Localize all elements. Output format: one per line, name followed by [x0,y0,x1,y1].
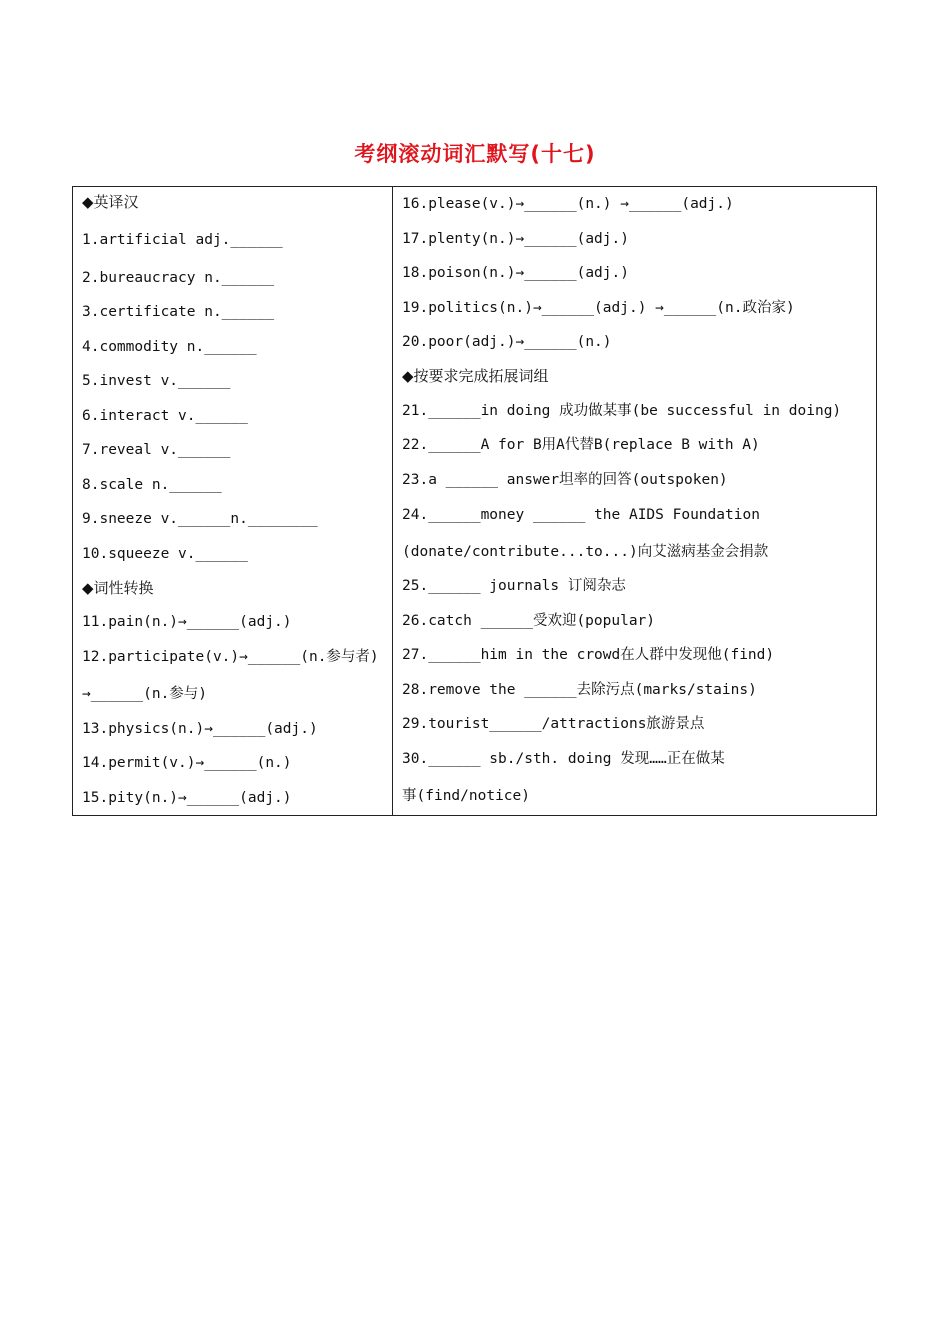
item-27: 27.______him in the crowd在人群中发现他(find) [402,647,775,663]
item-17: 17.plenty(n.)→______(adj.) [402,231,629,247]
item-3: 3.certificate n.______ [82,304,275,320]
item-8: 8.scale n.______ [82,477,222,493]
column-divider [392,187,393,815]
item-25: 25.______ journals 订阅杂志 [402,578,626,594]
item-24-continued: (donate/contribute...to...)向艾滋病基金会捐款 [402,544,769,560]
item-2: 2.bureaucracy n.______ [82,270,275,286]
item-9: 9.sneeze v.______n.________ [82,511,318,527]
item-28: 28.remove the ______去除污点(marks/stains) [402,682,757,698]
worksheet-title: 考纲滚动词汇默写(十七) [354,142,596,166]
item-29: 29.tourist______/attractions旅游景点 [402,716,705,732]
item-16: 16.please(v.)→______(n.) →______(adj.) [402,196,734,212]
item-5: 5.invest v.______ [82,373,231,389]
item-14: 14.permit(v.)→______(n.) [82,755,292,771]
item-7: 7.reveal v.______ [82,442,231,458]
item-1: 1.artificial adj.______ [82,232,283,248]
item-11: 11.pain(n.)→______(adj.) [82,614,292,630]
item-20: 20.poor(adj.)→______(n.) [402,334,612,350]
item-12: 12.participate(v.)→______(n.参与者) [82,649,379,665]
item-21: 21.______in doing 成功做某事(be successful in doing) [402,403,842,419]
item-19: 19.politics(n.)→______(adj.) →______(n.政治家) [402,300,795,316]
item-15: 15.pity(n.)→______(adj.) [82,790,292,806]
section-heading-en-to-cn: ◆英译汉 [82,193,139,211]
item-22: 22.______A for B用A代替B(replace B with A) [402,437,760,453]
item-30: 30.______ sb./sth. doing 发现……正在做某 [402,751,725,767]
item-23: 23.a ______ answer坦率的回答(outspoken) [402,472,728,488]
item-13: 13.physics(n.)→______(adj.) [82,721,318,737]
item-24: 24.______money ______ the AIDS Foundation [402,507,760,523]
item-6: 6.interact v.______ [82,408,248,424]
item-18: 18.poison(n.)→______(adj.) [402,265,629,281]
section-heading-phrases: ◆按要求完成拓展词组 [402,367,549,385]
item-26: 26.catch ______受欢迎(popular) [402,613,656,629]
item-12-continued: →______(n.参与) [82,686,208,702]
vocabulary-table [72,186,877,816]
item-4: 4.commodity n.______ [82,339,257,355]
item-30-continued: 事(find/notice) [402,788,530,804]
item-10: 10.squeeze v.______ [82,546,248,562]
section-heading-word-forms: ◆词性转换 [82,579,154,597]
